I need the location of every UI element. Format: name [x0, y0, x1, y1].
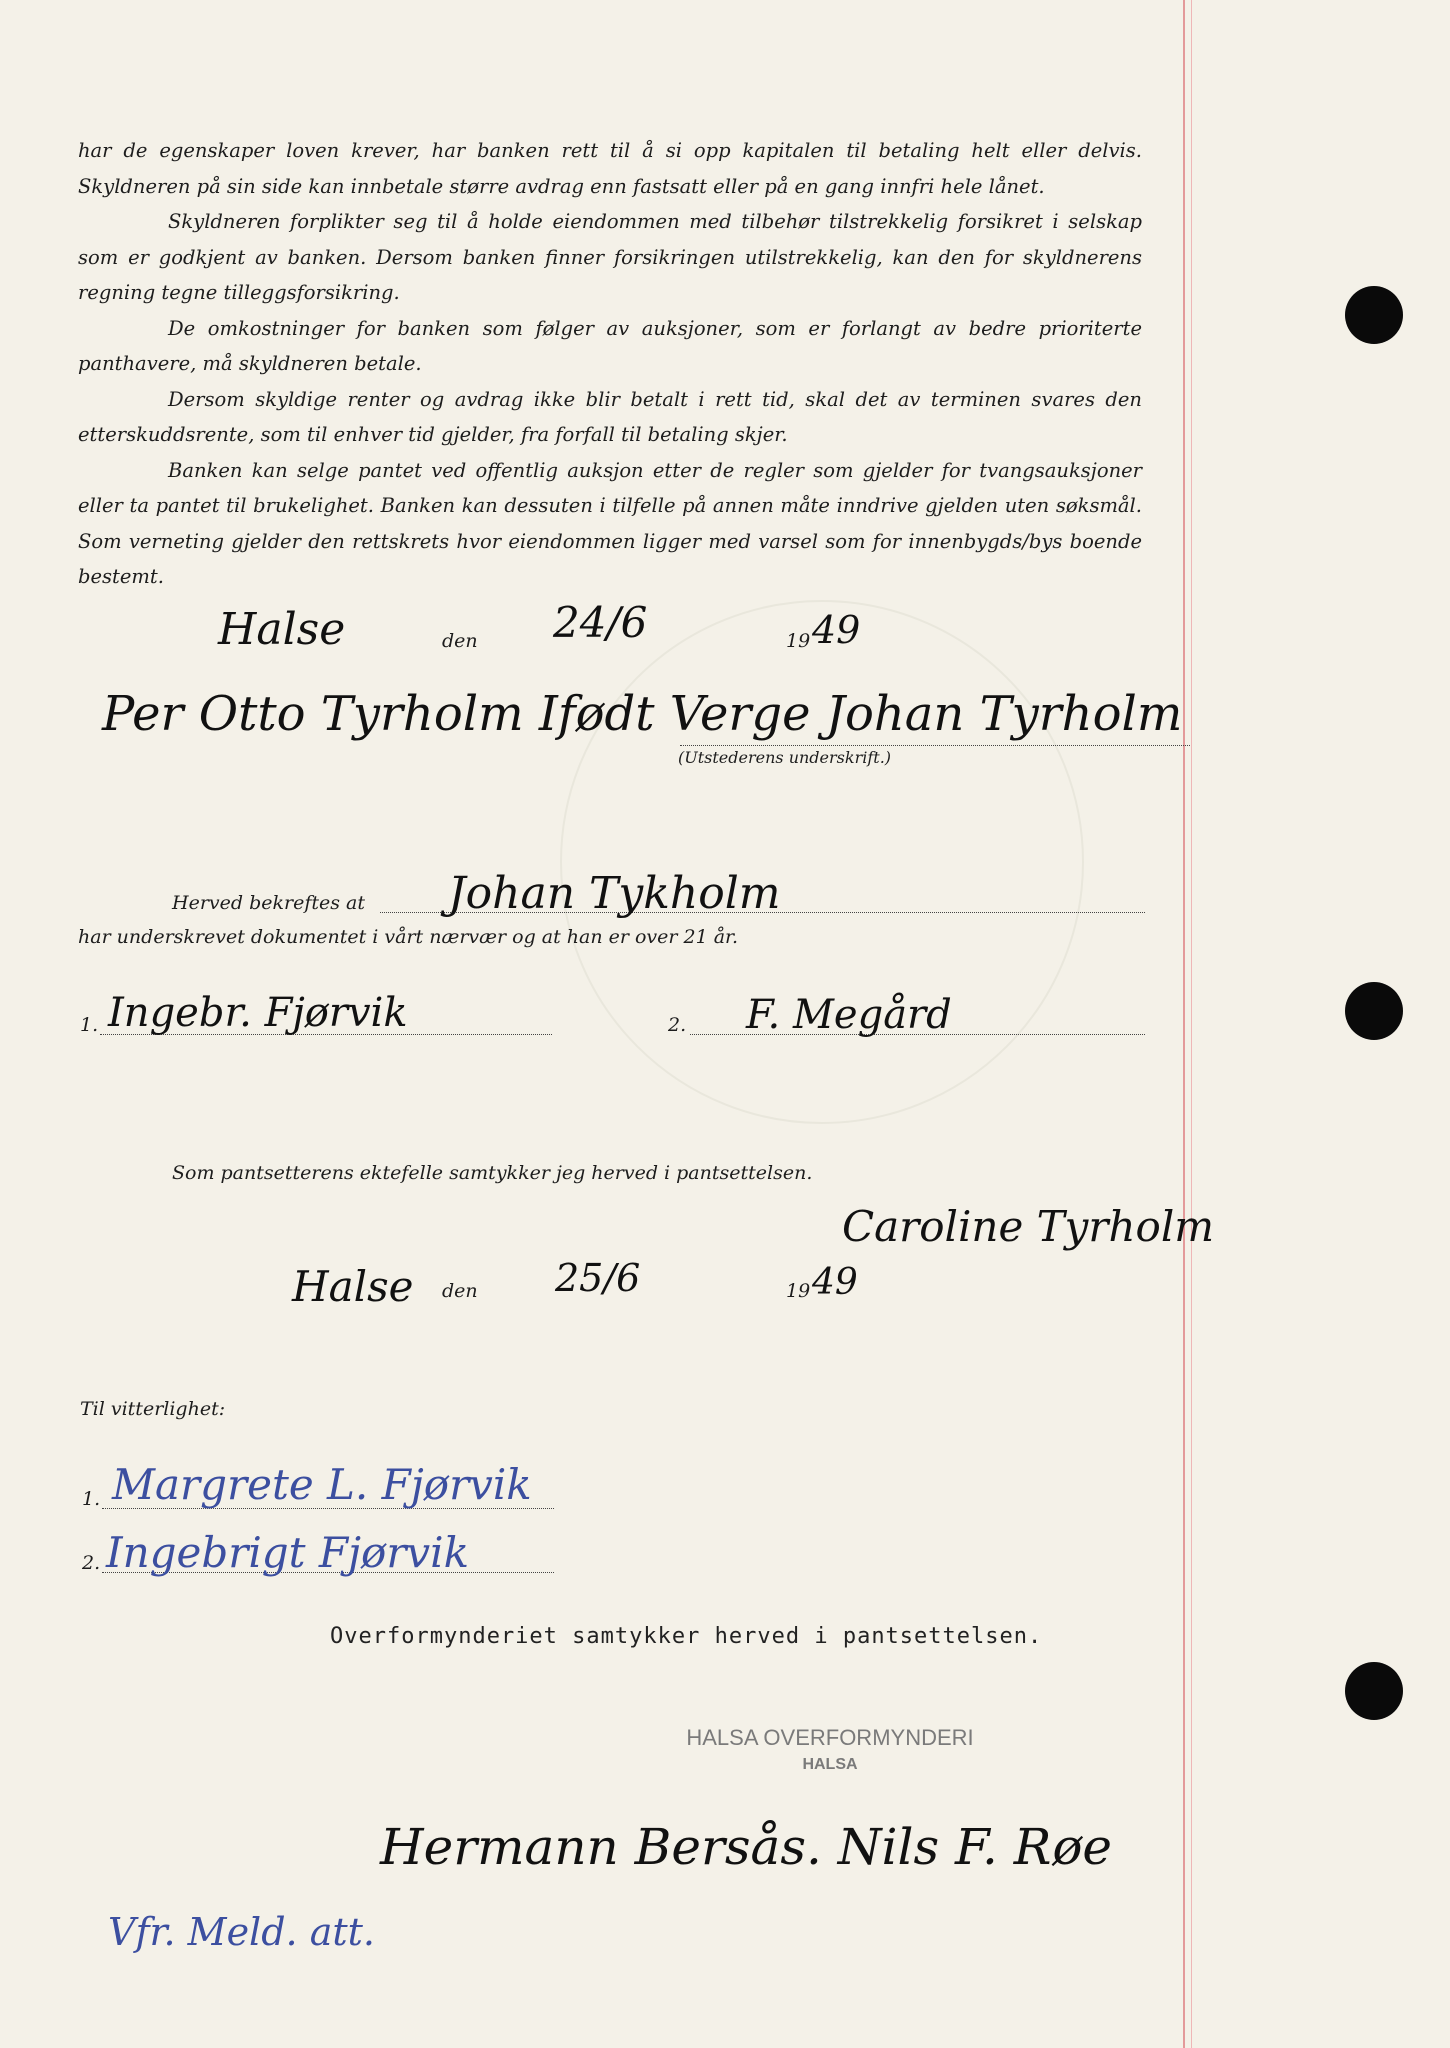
- issuer-signature: Per Otto Tyrholm Ifødt Verge Johan Tyrholm: [102, 686, 1183, 742]
- overformynder-signatures: Hermann Bersås. Nils F. Røe: [380, 1818, 1113, 1876]
- terms-paragraph: Dersom skyldige renter og avdrag ikke blir betalt i rett tid, skal det av terminen svares den etterskuddsrente, som til enhver tid gjelder, fra forfall til betaling skjer.: [78, 387, 1142, 446]
- witness-2-number: 2.: [668, 1014, 687, 1036]
- terms-paragraph: Skyldneren forplikter seg til å holde eiendommen med tilbehør tilstrekkelig forsikret i selskap som er godkjent av banken. Dersom banken finner forsikringen utilstrekkelig, kan den for skyldnerens regning tegne tilleggsforsikring.: [78, 210, 1142, 304]
- vitterlighet-1-signature: Margrete L. Fjørvik: [112, 1460, 532, 1509]
- stamp-line-1: HALSA OVERFORMYNDERI: [686, 1725, 974, 1750]
- faded-bleed-through: [560, 600, 1084, 1124]
- year-handwritten-1: 49: [812, 608, 861, 652]
- vitterlighet-1-number: 1.: [82, 1488, 101, 1510]
- place-handwritten-2: Halse: [292, 1262, 414, 1311]
- witness-2-signature: F. Megård: [746, 992, 952, 1038]
- vitterlighet-2-signature: Ingebrigt Fjørvik: [106, 1528, 470, 1577]
- den-label-1: den: [442, 630, 478, 652]
- terms-paragraph: har de egenskaper loven krever, har banken rett til å si opp kapitalen til betaling helt eller delvis. Skyldneren på sin side kan innbetale større avdrag enn fastsatt eller på en gang innfri hele lånet.: [78, 139, 1142, 198]
- confirm-suffix: har underskrevet dokumentet i vårt nærvær og at han er over 21 år.: [78, 926, 739, 948]
- confirm-name-handwritten: Johan Tykholm: [448, 868, 781, 919]
- year-prefix-1: 19: [786, 630, 811, 652]
- den-label-2: den: [442, 1280, 478, 1302]
- place-handwritten-1: Halse: [218, 604, 346, 655]
- overformynderi-consent: Overformynderiet samtykker herved i pantsettelsen.: [330, 1624, 1043, 1649]
- punch-hole-bottom: [1345, 1662, 1403, 1720]
- punch-hole-middle: [1345, 982, 1403, 1040]
- margin-rule: [1183, 0, 1185, 2048]
- vitterlighet-2-number: 2.: [82, 1552, 101, 1574]
- bottom-handwritten-note: Vfr. Meld. att.: [108, 1910, 375, 1954]
- witness-1-number: 1.: [80, 1014, 99, 1036]
- margin-rule-secondary: [1191, 0, 1192, 2048]
- terms-paragraph: Banken kan selge pantet ved offentlig auksjon etter de regler som gjelder for tvangsauksjoner eller ta pantet til brukelighet. Banken kan dessuten i tilfelle på annen måte inndrive gjelden uten søksmål. Som verneting gjelder den rettskrets hvor eiendommen ligger med varsel som for innenbygds/bys boende bestemt.: [78, 458, 1142, 588]
- confirm-prefix: Herved bekreftes at: [172, 892, 365, 914]
- stamp-line-2: HALSA: [802, 1756, 858, 1773]
- spouse-consent-text: Som pantsetterens ektefelle samtykker jeg herved i pantsettelsen.: [172, 1162, 813, 1184]
- date-handwritten-2: 25/6: [555, 1256, 641, 1300]
- mortgage-terms-text: [78, 133, 1142, 595]
- punch-hole-top: [1345, 286, 1403, 344]
- spouse-signature: Caroline Tyrholm: [842, 1202, 1215, 1251]
- year-prefix-2: 19: [786, 1280, 811, 1302]
- vitterlighet-label: Til vitterlighet:: [80, 1398, 226, 1420]
- issuer-caption: (Utstederens underskrift.): [678, 748, 892, 767]
- year-handwritten-2: 49: [812, 1262, 858, 1303]
- signature-line: [680, 745, 1190, 746]
- witness-1-signature: Ingebr. Fjørvik: [108, 990, 408, 1036]
- date-handwritten-1: 24/6: [553, 598, 648, 647]
- terms-paragraph: De omkostninger for banken som følger av auksjoner, som er forlangt av bedre prioriterte panthavere, må skyldneren betale.: [78, 316, 1142, 375]
